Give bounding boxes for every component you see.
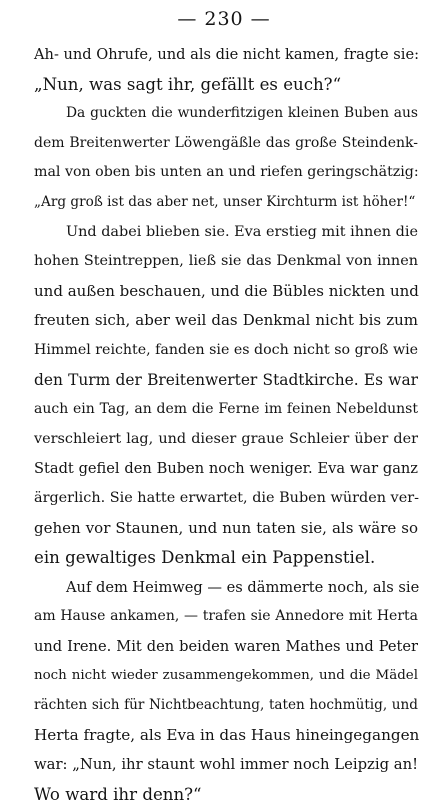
text-line: Himmel reichte, fanden sie es doch nicht so groß wie <box>34 341 419 358</box>
text-line: Ah- und Ohrufe, und als die nicht kamen, fragte sie: <box>34 46 420 63</box>
paragraph-first-line: Auf dem Heimweg — es dämmerte noch, als sie <box>66 578 420 596</box>
text-line: Herta fragte, als Eva in das Haus hineingegangen <box>34 725 420 744</box>
text-line: war: „Nun, ihr staunt wohl immer noch Leipzig an! <box>34 756 419 774</box>
text-line: hohen Steintreppen, ließ sie das Denkmal von innen <box>34 253 418 270</box>
text-line: und Irene. Mit den beiden waren Mathes und Peter <box>34 637 418 655</box>
paragraph-first-line: Und dabei blieben sie. Eva erstieg mit ihnen die <box>66 223 418 240</box>
text-line: ärgerlich. Sie hatte erwartet, die Buben würden ver- <box>34 489 419 506</box>
text-line: rächten sich für Nichtbeachtung, taten hochmütig, und <box>34 697 418 714</box>
text-line: gehen vor Staunen, und nun taten sie, als wäre so <box>34 518 418 537</box>
text-line: mal von oben bis unten an und riefen geringschätzig: <box>34 164 419 181</box>
page-number: — 230 — <box>177 8 271 30</box>
text-line: verschleiert lag, und dieser graue Schleier über der <box>34 430 418 447</box>
text-line: auch ein Tag, an dem die Ferne im feinen Nebeldunst <box>34 401 418 418</box>
text-line: dem Breitenwerter Löwengäßle das große Steindenk- <box>34 134 418 151</box>
text-line: noch nicht wieder zusammengekommen, und die Mädel <box>34 668 418 684</box>
text-line: freuten sich, aber weil das Denkmal nicht bis zum <box>34 311 418 330</box>
text-line: und außen beschauen, und die Bübles nickten und <box>34 281 419 300</box>
text-line: den Turm der Breitenwerter Stadtkirche. Es war <box>34 370 418 389</box>
body-text <box>34 40 418 809</box>
text-line: „Arg groß ist das aber net, unser Kirchturm ist höher!“ <box>34 193 416 210</box>
text-line: „Nun, was sagt ihr, gefällt es euch?“ <box>34 74 342 94</box>
text-line: am Hause ankamen, — trafen sie Annedore mit Herta <box>34 608 418 625</box>
paragraph-first-line: Da guckten die wunderfitzigen kleinen Buben aus <box>66 105 418 122</box>
text-line: ein gewaltiges Denkmal ein Pappenstiel. <box>34 548 376 568</box>
text-line: Stadt gefiel den Buben noch weniger. Eva war ganz <box>34 460 418 478</box>
text-line: Wo ward ihr denn?“ <box>34 784 202 804</box>
